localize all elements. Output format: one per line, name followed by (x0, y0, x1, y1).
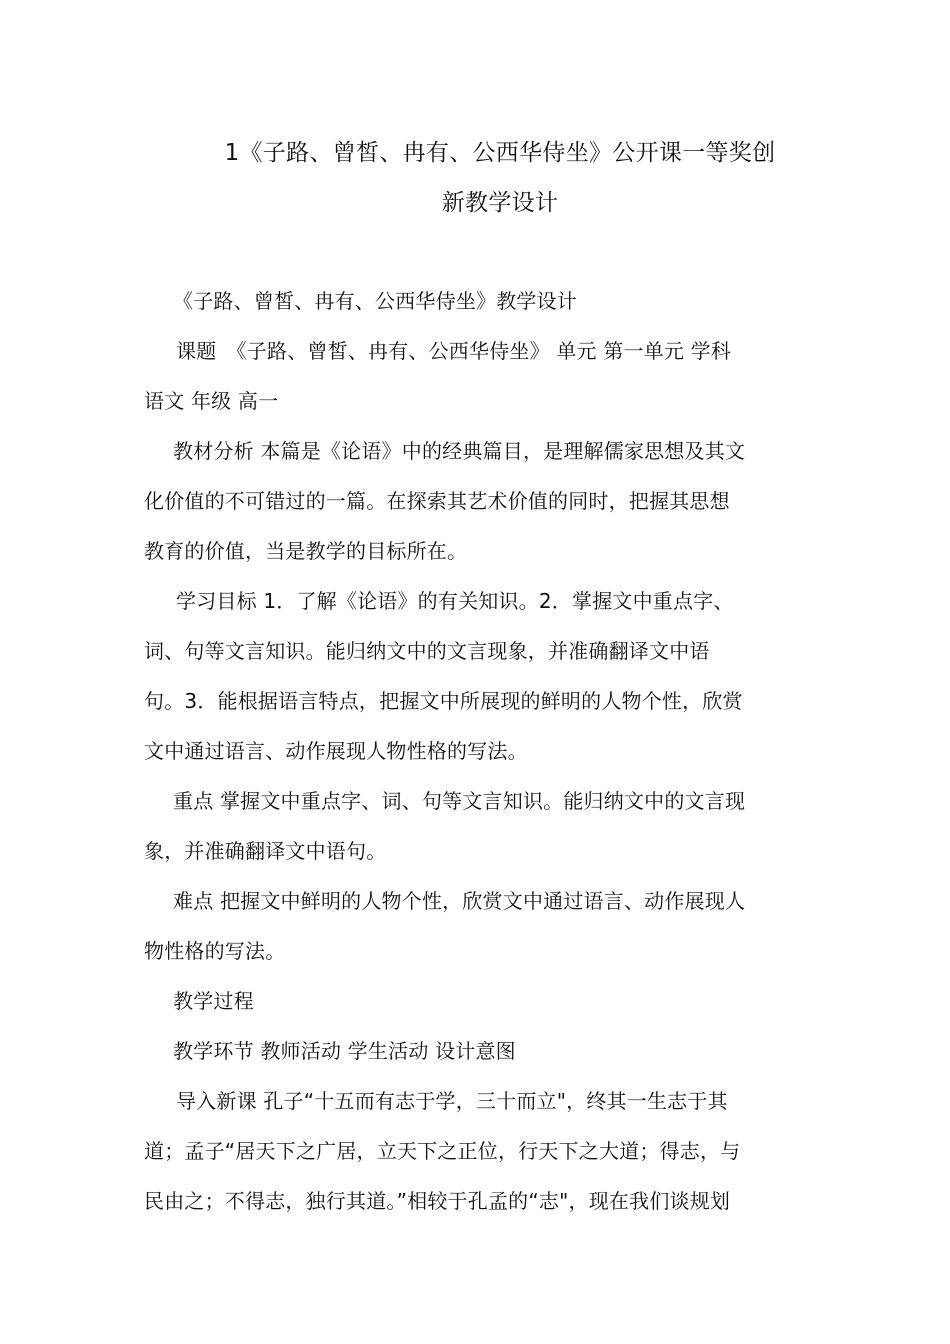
text-line: 句。3．能根据语言特点，把握文中所展现的鲜明的人物个性，欣赏 (144, 689, 743, 713)
document-body (144, 276, 808, 1226)
text-line: 道；孟子“居天下之广居，立天下之正位，行天下之大道；得志，与 (144, 1139, 741, 1163)
paragraph-key-points (144, 776, 808, 876)
text-line: 教育的价值，当是教学的目标所在。 (144, 539, 468, 563)
text-line: 教学环节 教师活动 学生活动 设计意图 (173, 1039, 516, 1063)
text-line: 重点 掌握文中重点字、词、句等文言知识。能归纳文中的文言现 (173, 789, 746, 813)
paragraph-introduction (144, 1076, 808, 1226)
text-line: 物性格的写法。 (144, 939, 286, 963)
text-line: 教学过程 (173, 989, 254, 1013)
paragraph-learning-goals (144, 576, 808, 776)
title-line-2: 新教学设计 (441, 190, 559, 216)
document-title (190, 128, 810, 228)
text-line: 语文 年级 高一 (144, 389, 279, 413)
text-line: 词、句等文言知识。能归纳文中的文言现象，并准确翻译文中语 (144, 639, 710, 663)
text-line: 化价值的不可错过的一篇。在探索其艺术价值的同时，把握其思想 (144, 489, 730, 513)
paragraph-course-info (144, 326, 808, 426)
title-line-1: 1《子路、曾皙、冉有、公西华侍坐》公开课一等奖创 (224, 140, 776, 166)
paragraph-table-header (144, 1026, 808, 1076)
text-line: 课题 《子路、曾皙、冉有、公西华侍坐》 单元 第一单元 学科 (176, 339, 732, 363)
text-line: 学习目标 1．了解《论语》的有关知识。2．掌握文中重点字、 (176, 589, 734, 613)
paragraph-material-analysis (144, 426, 808, 576)
text-line: 象，并准确翻译文中语句。 (144, 839, 387, 863)
text-line: 教材分析 本篇是《论语》中的经典篇目，是理解儒家思想及其文 (173, 439, 746, 463)
text-line: 《子路、曾皙、冉有、公西华侍坐》教学设计 (173, 289, 577, 313)
text-line: 难点 把握文中鲜明的人物个性，欣赏文中通过语言、动作展现人 (173, 889, 746, 913)
paragraph-difficulties (144, 876, 808, 976)
text-line: 民由之；不得志，独行其道。”相较于孔孟的“志"，现在我们谈规划 (144, 1189, 731, 1213)
text-line: 文中通过语言、动作展现人物性格的写法。 (144, 739, 528, 763)
text-line: 导入新课 孔子“十五而有志于学，三十而立"，终其一生志于其 (176, 1089, 728, 1113)
paragraph-teaching-process (144, 976, 808, 1026)
paragraph-heading (144, 276, 808, 326)
